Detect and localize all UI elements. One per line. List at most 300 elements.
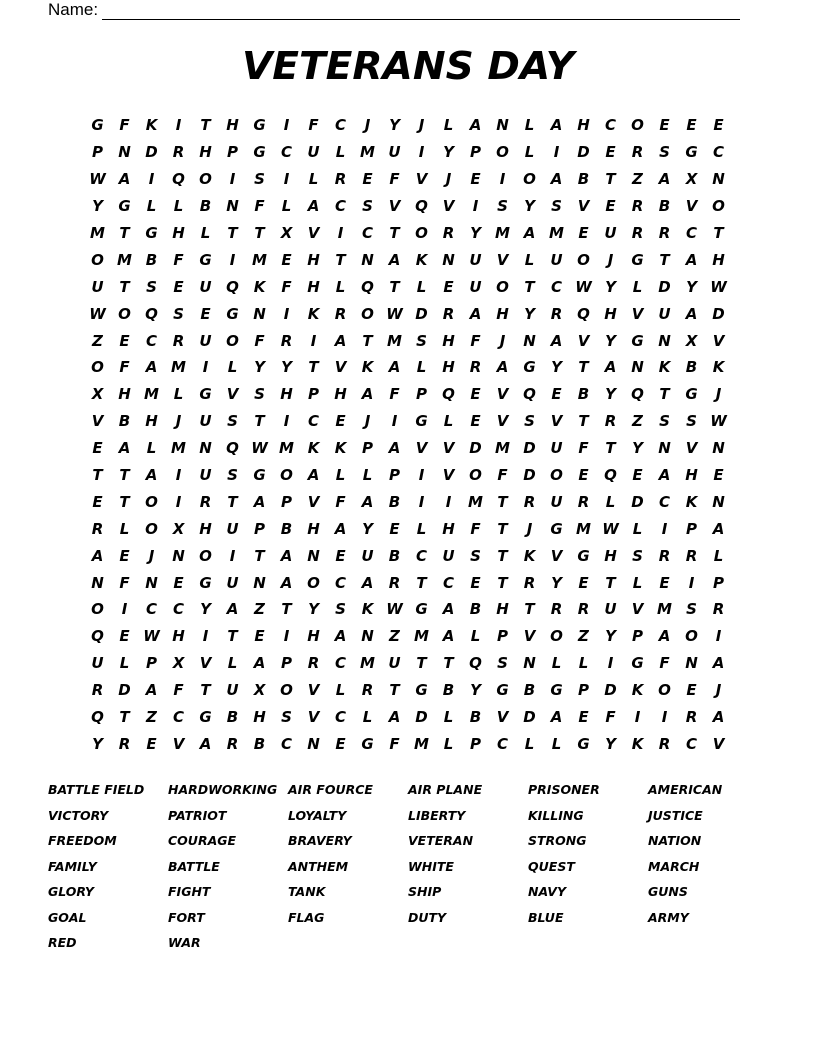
grid-letter[interactable]: T: [524, 600, 535, 619]
grid-letter[interactable]: V: [496, 385, 509, 404]
grid-letter[interactable]: E: [119, 331, 130, 350]
grid-letter[interactable]: Z: [632, 170, 643, 189]
grid-letter[interactable]: W: [143, 627, 160, 646]
grid-letter[interactable]: C: [415, 546, 427, 565]
grid-letter[interactable]: R: [442, 224, 455, 242]
grid-letter[interactable]: R: [280, 331, 293, 350]
grid-letter[interactable]: B: [118, 412, 131, 431]
grid-letter[interactable]: E: [605, 197, 616, 216]
grid-letter[interactable]: V: [685, 197, 698, 216]
grid-letter[interactable]: Y: [92, 734, 103, 753]
grid-letter[interactable]: I: [175, 466, 182, 485]
grid-letter[interactable]: E: [578, 573, 589, 592]
grid-letter[interactable]: F: [659, 654, 670, 673]
grid-letter[interactable]: E: [389, 519, 400, 538]
grid-letter[interactable]: K: [361, 358, 374, 377]
grid-letter[interactable]: C: [334, 708, 346, 727]
grid-letter[interactable]: Q: [442, 385, 455, 404]
grid-letter[interactable]: G: [685, 143, 698, 162]
grid-letter[interactable]: H: [226, 116, 239, 135]
grid-letter[interactable]: T: [497, 573, 508, 592]
grid-letter[interactable]: B: [253, 734, 266, 753]
grid-letter[interactable]: Q: [91, 708, 104, 727]
grid-letter[interactable]: E: [713, 466, 724, 485]
grid-letter[interactable]: N: [199, 439, 212, 458]
grid-letter[interactable]: E: [686, 681, 697, 700]
grid-letter[interactable]: A: [334, 331, 347, 350]
grid-letter[interactable]: L: [119, 519, 130, 538]
grid-letter[interactable]: Z: [389, 627, 400, 646]
grid-letter[interactable]: V: [550, 412, 563, 431]
grid-letter[interactable]: B: [442, 681, 455, 700]
grid-letter[interactable]: I: [175, 116, 182, 135]
grid-letter[interactable]: T: [200, 681, 211, 700]
grid-letter[interactable]: R: [388, 573, 401, 592]
grid-letter[interactable]: S: [362, 197, 373, 216]
grid-letter[interactable]: U: [199, 466, 212, 485]
grid-letter[interactable]: L: [146, 197, 157, 216]
grid-letter[interactable]: M: [117, 250, 132, 269]
grid-letter[interactable]: T: [200, 116, 211, 135]
grid-letter[interactable]: Y: [389, 116, 400, 135]
grid-letter[interactable]: J: [715, 681, 722, 700]
grid-letter[interactable]: W: [575, 277, 592, 296]
grid-letter[interactable]: E: [605, 143, 616, 162]
grid-letter[interactable]: A: [388, 250, 401, 269]
grid-letter[interactable]: Y: [200, 600, 211, 619]
grid-letter[interactable]: B: [523, 681, 536, 700]
grid-letter[interactable]: T: [497, 492, 508, 511]
grid-letter[interactable]: T: [281, 600, 292, 619]
grid-letter[interactable]: C: [172, 600, 184, 619]
grid-letter[interactable]: T: [605, 573, 616, 592]
grid-letter[interactable]: L: [713, 546, 724, 565]
grid-letter[interactable]: N: [361, 250, 374, 269]
grid-letter[interactable]: H: [442, 358, 455, 377]
grid-letter[interactable]: U: [550, 250, 563, 269]
grid-letter[interactable]: Z: [92, 331, 103, 350]
grid-letter[interactable]: Y: [470, 224, 481, 242]
grid-letter[interactable]: K: [145, 116, 158, 135]
grid-letter[interactable]: R: [550, 304, 563, 323]
grid-letter[interactable]: J: [607, 250, 614, 269]
grid-letter[interactable]: R: [658, 546, 671, 565]
grid-letter[interactable]: T: [389, 277, 400, 296]
grid-letter[interactable]: K: [415, 250, 428, 269]
grid-letter[interactable]: W: [386, 304, 403, 323]
grid-letter[interactable]: I: [229, 546, 236, 565]
grid-letter[interactable]: U: [199, 331, 212, 350]
grid-letter[interactable]: M: [252, 250, 267, 269]
grid-letter[interactable]: J: [526, 519, 533, 538]
grid-letter[interactable]: A: [442, 600, 455, 619]
grid-letter[interactable]: H: [442, 331, 455, 350]
grid-letter[interactable]: H: [685, 466, 698, 485]
grid-letter[interactable]: I: [445, 492, 452, 511]
grid-letter[interactable]: D: [523, 439, 536, 458]
grid-letter[interactable]: V: [577, 197, 590, 216]
grid-letter[interactable]: X: [253, 681, 266, 700]
grid-letter[interactable]: R: [604, 412, 617, 431]
grid-letter[interactable]: Q: [523, 385, 536, 404]
grid-letter[interactable]: T: [227, 224, 238, 242]
grid-letter[interactable]: G: [631, 250, 644, 269]
grid-letter[interactable]: V: [442, 197, 455, 216]
grid-letter[interactable]: A: [145, 681, 158, 700]
grid-letter[interactable]: N: [172, 546, 185, 565]
grid-letter[interactable]: T: [254, 546, 265, 565]
grid-letter[interactable]: F: [470, 331, 481, 350]
grid-letter[interactable]: O: [199, 170, 212, 189]
grid-letter[interactable]: A: [361, 573, 374, 592]
grid-letter[interactable]: Y: [686, 277, 697, 296]
grid-letter[interactable]: G: [91, 116, 104, 135]
grid-letter[interactable]: M: [90, 224, 105, 242]
grid-letter[interactable]: A: [469, 304, 482, 323]
grid-letter[interactable]: V: [496, 708, 509, 727]
grid-letter[interactable]: U: [658, 304, 671, 323]
grid-letter[interactable]: E: [470, 385, 481, 404]
grid-letter[interactable]: L: [443, 116, 454, 135]
name-underline[interactable]: [102, 5, 740, 20]
grid-letter[interactable]: I: [661, 519, 668, 538]
grid-letter[interactable]: M: [387, 331, 402, 350]
grid-letter[interactable]: T: [308, 358, 319, 377]
grid-letter[interactable]: S: [335, 600, 346, 619]
grid-letter[interactable]: L: [119, 654, 130, 673]
grid-letter[interactable]: N: [226, 197, 239, 216]
grid-letter[interactable]: M: [576, 519, 591, 538]
grid-letter[interactable]: W: [89, 304, 106, 323]
grid-letter[interactable]: A: [361, 385, 374, 404]
grid-letter[interactable]: X: [685, 331, 698, 350]
grid-letter[interactable]: D: [469, 439, 482, 458]
grid-letter[interactable]: H: [577, 116, 590, 135]
grid-letter[interactable]: B: [469, 708, 482, 727]
grid-letter[interactable]: B: [280, 519, 293, 538]
grid-letter[interactable]: S: [659, 143, 670, 162]
grid-letter[interactable]: I: [202, 627, 209, 646]
grid-letter[interactable]: T: [335, 250, 346, 269]
grid-letter[interactable]: H: [712, 250, 725, 269]
grid-letter[interactable]: L: [443, 734, 454, 753]
grid-letter[interactable]: O: [226, 331, 239, 350]
grid-letter[interactable]: J: [445, 170, 452, 189]
grid-letter[interactable]: Y: [605, 734, 616, 753]
grid-letter[interactable]: I: [418, 143, 425, 162]
grid-letter[interactable]: L: [632, 573, 643, 592]
grid-letter[interactable]: S: [470, 546, 481, 565]
grid-letter[interactable]: A: [361, 492, 374, 511]
grid-letter[interactable]: V: [91, 412, 104, 431]
grid-letter[interactable]: E: [119, 546, 130, 565]
grid-letter[interactable]: H: [172, 627, 185, 646]
grid-letter[interactable]: R: [550, 600, 563, 619]
grid-letter[interactable]: I: [553, 143, 560, 162]
grid-letter[interactable]: G: [199, 573, 212, 592]
grid-letter[interactable]: A: [145, 358, 158, 377]
grid-letter[interactable]: F: [254, 197, 265, 216]
grid-letter[interactable]: E: [713, 116, 724, 135]
grid-letter[interactable]: V: [442, 466, 455, 485]
grid-letter[interactable]: F: [605, 708, 616, 727]
grid-letter[interactable]: I: [283, 116, 290, 135]
grid-letter[interactable]: R: [469, 358, 482, 377]
grid-letter[interactable]: P: [470, 734, 481, 753]
grid-letter[interactable]: G: [361, 734, 374, 753]
grid-letter[interactable]: I: [472, 197, 479, 216]
grid-letter[interactable]: L: [362, 466, 373, 485]
grid-letter[interactable]: L: [146, 439, 157, 458]
grid-letter[interactable]: R: [712, 600, 725, 619]
grid-letter[interactable]: T: [659, 385, 670, 404]
grid-letter[interactable]: W: [710, 412, 727, 431]
grid-letter[interactable]: T: [119, 224, 130, 242]
grid-letter[interactable]: S: [254, 385, 265, 404]
grid-letter[interactable]: Y: [524, 304, 535, 323]
grid-letter[interactable]: X: [685, 170, 698, 189]
grid-letter[interactable]: M: [360, 143, 375, 162]
grid-letter[interactable]: V: [631, 304, 644, 323]
grid-letter[interactable]: Q: [577, 304, 590, 323]
grid-letter[interactable]: T: [254, 412, 265, 431]
grid-letter[interactable]: T: [389, 224, 400, 242]
grid-letter[interactable]: U: [226, 573, 239, 592]
grid-letter[interactable]: E: [281, 250, 292, 269]
grid-letter[interactable]: L: [524, 116, 535, 135]
grid-letter[interactable]: C: [685, 224, 697, 242]
grid-letter[interactable]: Z: [632, 412, 643, 431]
grid-letter[interactable]: T: [227, 627, 238, 646]
grid-letter[interactable]: L: [632, 519, 643, 538]
grid-letter[interactable]: T: [119, 466, 130, 485]
grid-letter[interactable]: P: [281, 492, 292, 511]
grid-letter[interactable]: C: [172, 708, 184, 727]
grid-letter[interactable]: L: [551, 654, 562, 673]
grid-letter[interactable]: W: [386, 600, 403, 619]
grid-letter[interactable]: R: [658, 734, 671, 753]
grid-letter[interactable]: I: [688, 573, 695, 592]
grid-letter[interactable]: F: [389, 734, 400, 753]
grid-letter[interactable]: A: [523, 224, 536, 242]
grid-letter[interactable]: V: [307, 492, 320, 511]
grid-letter[interactable]: V: [307, 224, 320, 242]
grid-letter[interactable]: L: [578, 654, 589, 673]
grid-letter[interactable]: R: [172, 331, 185, 350]
grid-letter[interactable]: D: [145, 143, 158, 162]
grid-letter[interactable]: D: [577, 143, 590, 162]
grid-letter[interactable]: Q: [226, 277, 239, 296]
grid-letter[interactable]: G: [415, 600, 428, 619]
grid-letter[interactable]: R: [685, 708, 698, 727]
grid-letter[interactable]: O: [361, 304, 374, 323]
grid-letter[interactable]: W: [89, 170, 106, 189]
grid-letter[interactable]: N: [523, 331, 536, 350]
grid-letter[interactable]: U: [469, 250, 482, 269]
grid-letter[interactable]: X: [91, 385, 104, 404]
grid-letter[interactable]: A: [469, 116, 482, 135]
grid-letter[interactable]: T: [605, 439, 616, 458]
grid-letter[interactable]: R: [577, 600, 590, 619]
grid-letter[interactable]: L: [281, 197, 292, 216]
grid-letter[interactable]: F: [335, 492, 346, 511]
grid-letter[interactable]: Y: [254, 358, 265, 377]
grid-letter[interactable]: P: [686, 519, 697, 538]
grid-letter[interactable]: I: [283, 170, 290, 189]
grid-letter[interactable]: C: [496, 734, 508, 753]
grid-letter[interactable]: X: [172, 654, 185, 673]
grid-letter[interactable]: M: [360, 654, 375, 673]
grid-letter[interactable]: L: [524, 734, 535, 753]
grid-letter[interactable]: C: [280, 143, 292, 162]
grid-letter[interactable]: M: [171, 358, 186, 377]
grid-letter[interactable]: D: [523, 466, 536, 485]
grid-letter[interactable]: L: [227, 654, 238, 673]
grid-letter[interactable]: Q: [172, 170, 185, 189]
grid-letter[interactable]: E: [578, 708, 589, 727]
grid-letter[interactable]: C: [334, 654, 346, 673]
grid-letter[interactable]: L: [524, 250, 535, 269]
grid-letter[interactable]: A: [658, 170, 671, 189]
grid-letter[interactable]: O: [550, 627, 563, 646]
grid-letter[interactable]: J: [499, 331, 506, 350]
grid-letter[interactable]: I: [634, 708, 641, 727]
grid-letter[interactable]: V: [388, 197, 401, 216]
grid-letter[interactable]: L: [335, 466, 346, 485]
grid-letter[interactable]: N: [118, 143, 131, 162]
grid-letter[interactable]: P: [389, 466, 400, 485]
grid-letter[interactable]: V: [496, 412, 509, 431]
grid-letter[interactable]: H: [307, 250, 320, 269]
grid-letter[interactable]: G: [145, 224, 158, 242]
grid-letter[interactable]: O: [712, 197, 725, 216]
grid-letter[interactable]: F: [308, 116, 319, 135]
grid-letter[interactable]: R: [91, 519, 104, 538]
grid-letter[interactable]: A: [550, 116, 563, 135]
grid-letter[interactable]: R: [631, 224, 644, 242]
grid-letter[interactable]: R: [523, 573, 536, 592]
grid-letter[interactable]: O: [658, 681, 671, 700]
grid-letter[interactable]: C: [334, 116, 346, 135]
grid-letter[interactable]: Q: [91, 627, 104, 646]
grid-letter[interactable]: N: [523, 654, 536, 673]
grid-letter[interactable]: R: [307, 654, 320, 673]
grid-letter[interactable]: B: [226, 708, 239, 727]
grid-letter[interactable]: L: [173, 385, 184, 404]
grid-letter[interactable]: B: [145, 250, 158, 269]
grid-letter[interactable]: B: [388, 546, 401, 565]
grid-letter[interactable]: I: [202, 358, 209, 377]
grid-letter[interactable]: G: [118, 197, 131, 216]
grid-letter[interactable]: D: [631, 492, 644, 511]
grid-letter[interactable]: G: [253, 143, 266, 162]
grid-letter[interactable]: I: [283, 627, 290, 646]
grid-letter[interactable]: C: [550, 277, 562, 296]
grid-letter[interactable]: L: [551, 734, 562, 753]
grid-letter[interactable]: Q: [415, 197, 428, 216]
grid-letter[interactable]: P: [92, 143, 103, 162]
grid-letter[interactable]: A: [550, 331, 563, 350]
grid-letter[interactable]: E: [470, 573, 481, 592]
grid-letter[interactable]: E: [659, 116, 670, 135]
grid-letter[interactable]: L: [362, 708, 373, 727]
grid-letter[interactable]: J: [715, 385, 722, 404]
grid-letter[interactable]: L: [443, 412, 454, 431]
grid-letter[interactable]: P: [146, 654, 157, 673]
grid-letter[interactable]: V: [496, 250, 509, 269]
grid-letter[interactable]: I: [661, 708, 668, 727]
grid-letter[interactable]: D: [658, 277, 671, 296]
grid-letter[interactable]: L: [335, 277, 346, 296]
grid-letter[interactable]: A: [388, 358, 401, 377]
grid-letter[interactable]: A: [712, 708, 725, 727]
grid-letter[interactable]: Y: [605, 277, 616, 296]
grid-letter[interactable]: L: [335, 143, 346, 162]
grid-letter[interactable]: A: [334, 519, 347, 538]
grid-letter[interactable]: C: [334, 573, 346, 592]
grid-letter[interactable]: N: [361, 627, 374, 646]
grid-letter[interactable]: O: [307, 573, 320, 592]
grid-letter[interactable]: S: [416, 331, 427, 350]
grid-letter[interactable]: R: [577, 492, 590, 511]
grid-letter[interactable]: H: [253, 708, 266, 727]
grid-letter[interactable]: H: [199, 519, 212, 538]
grid-letter[interactable]: A: [442, 627, 455, 646]
grid-letter[interactable]: U: [91, 277, 104, 296]
grid-letter[interactable]: O: [280, 681, 293, 700]
grid-letter[interactable]: S: [497, 197, 508, 216]
grid-letter[interactable]: G: [550, 681, 563, 700]
grid-letter[interactable]: G: [415, 681, 428, 700]
grid-letter[interactable]: G: [199, 708, 212, 727]
grid-letter[interactable]: Y: [281, 358, 292, 377]
grid-letter[interactable]: R: [91, 681, 104, 700]
grid-letter[interactable]: P: [308, 385, 319, 404]
grid-letter[interactable]: R: [631, 197, 644, 216]
grid-letter[interactable]: S: [497, 654, 508, 673]
grid-letter[interactable]: F: [578, 439, 589, 458]
grid-letter[interactable]: D: [415, 708, 428, 727]
grid-letter[interactable]: F: [470, 519, 481, 538]
grid-letter[interactable]: N: [658, 331, 671, 350]
grid-letter[interactable]: U: [604, 600, 617, 619]
grid-letter[interactable]: C: [145, 600, 157, 619]
grid-letter[interactable]: Q: [361, 277, 374, 296]
grid-letter[interactable]: D: [604, 681, 617, 700]
grid-letter[interactable]: S: [254, 170, 265, 189]
grid-letter[interactable]: A: [712, 654, 725, 673]
grid-letter[interactable]: C: [145, 331, 157, 350]
grid-letter[interactable]: E: [686, 116, 697, 135]
grid-letter[interactable]: V: [631, 600, 644, 619]
grid-letter[interactable]: Y: [551, 573, 562, 592]
grid-letter[interactable]: T: [119, 492, 130, 511]
grid-letter[interactable]: K: [334, 439, 347, 458]
grid-letter[interactable]: K: [631, 734, 644, 753]
grid-letter[interactable]: O: [91, 358, 104, 377]
grid-letter[interactable]: E: [335, 412, 346, 431]
grid-letter[interactable]: B: [685, 358, 698, 377]
grid-letter[interactable]: L: [605, 492, 616, 511]
grid-letter[interactable]: P: [632, 627, 643, 646]
grid-letter[interactable]: H: [145, 412, 158, 431]
grid-letter[interactable]: N: [253, 304, 266, 323]
grid-letter[interactable]: S: [281, 708, 292, 727]
grid-letter[interactable]: W: [602, 519, 619, 538]
grid-letter[interactable]: M: [549, 224, 564, 242]
grid-letter[interactable]: O: [523, 170, 536, 189]
grid-letter[interactable]: T: [443, 654, 454, 673]
